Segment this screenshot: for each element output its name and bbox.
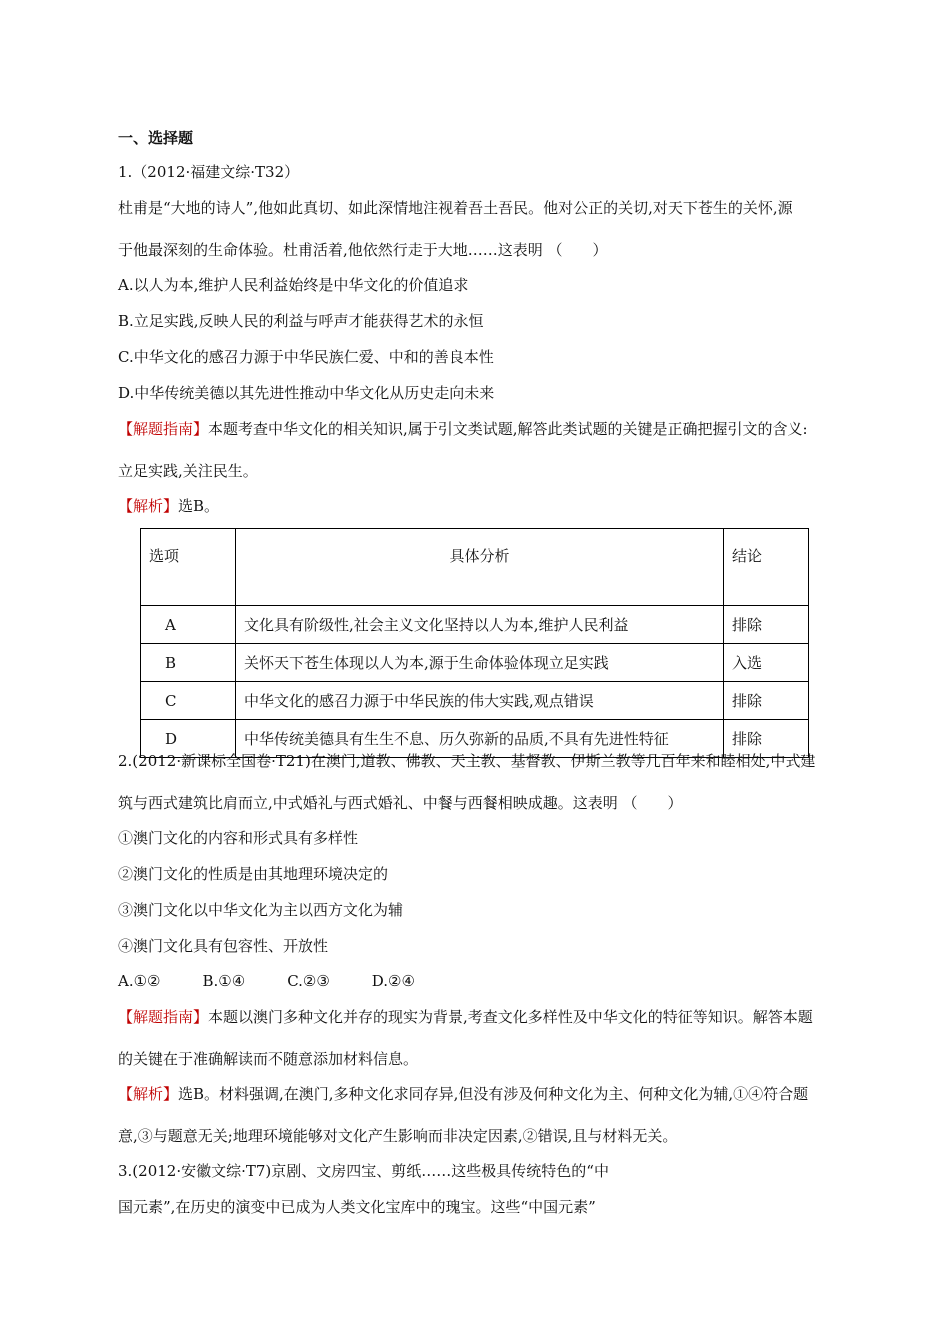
q2-statement-4: ④澳门文化具有包容性、开放性: [118, 937, 329, 955]
row-analysis: 文化具有阶级性,社会主义文化坚持以人为本,维护人民利益: [236, 606, 724, 644]
row-conclusion: 排除: [724, 606, 809, 644]
q1-analysis: [118, 496, 219, 516]
q1-source: 1.（2012·福建文综·T32）: [118, 163, 300, 181]
table-row: [141, 644, 809, 682]
row-conclusion: 排除: [724, 682, 809, 720]
row-option: C: [141, 682, 236, 720]
q1-analysis-tag: 【解析】: [118, 497, 179, 515]
q2-choice-b: B.①④: [202, 972, 246, 990]
row-option: D: [141, 720, 236, 758]
header-conclusion: 结论: [724, 529, 809, 606]
q1-analysis-text: 选B。: [178, 497, 220, 515]
section-title: 一、选择题: [118, 129, 194, 147]
q2-analysis-line1: [118, 1084, 808, 1104]
q2-stem-line2: 筑与西式建筑比肩而立,中式婚礼与西式婚礼、中餐与西餐相映成趣。这表明 （ ）: [118, 794, 683, 812]
q1-stem-line2: 于他最深刻的生命体验。杜甫活着,他依然行走于大地……这表明 （ ）: [118, 241, 608, 259]
q2-choice-d: D.②④: [371, 972, 415, 990]
q2-choice-a: A.①②: [118, 972, 161, 990]
q2-statement-3: ③澳门文化以中华文化为主以西方文化为辅: [118, 901, 404, 919]
q2-analysis-tag: 【解析】: [118, 1085, 179, 1103]
q2-choices: [118, 971, 415, 991]
table-row: [141, 682, 809, 720]
header-analysis: 具体分析: [236, 529, 724, 606]
q2-statement-1: ①澳门文化的内容和形式具有多样性: [118, 829, 359, 847]
q2-analysis-text: 选B。材料强调,在澳门,多种文化求同存异,但没有涉及何种文化为主、何种文化为辅,①④符合题: [178, 1085, 809, 1103]
q1-guide-line2: 立足实践,关注民生。: [118, 462, 258, 480]
table-row: [141, 606, 809, 644]
q2-analysis-line2: 意,③与题意无关;地理环境能够对文化产生影响而非决定因素,②错误,且与材料无关。: [118, 1127, 678, 1145]
q2-stem-line1: 2.(2012·新课标全国卷·T21)在澳门,道教、佛教、天主教、基督教、伊斯兰教等几百年来和睦相处,中式建: [118, 752, 816, 770]
q1-guide-line1: [118, 419, 808, 439]
q1-option-b: B.立足实践,反映人民的利益与呼声才能获得艺术的永恒: [118, 312, 484, 330]
table-header-row: [141, 529, 809, 606]
q2-statement-2: ②澳门文化的性质是由其地理环境决定的: [118, 865, 389, 883]
row-analysis: 中华文化的感召力源于中华民族的伟大实践,观点错误: [236, 682, 724, 720]
q1-option-d: D.中华传统美德以其先进性推动中华文化从历史走向未来: [118, 384, 495, 402]
header-option: 选项: [141, 529, 236, 606]
row-option: A: [141, 606, 236, 644]
row-analysis: 中华传统美德具有生生不息、历久弥新的品质,不具有先进性特征: [236, 720, 724, 758]
row-conclusion: 排除: [724, 720, 809, 758]
q2-guide-line1: [118, 1007, 813, 1027]
row-option: B: [141, 644, 236, 682]
q1-option-a: A.以人为本,维护人民利益始终是中华文化的价值追求: [118, 276, 469, 294]
q3-stem-line2: 国元素”,在历史的演变中已成为人类文化宝库中的瑰宝。这些“中国元素”: [118, 1198, 596, 1216]
q2-guide-line2: 的关键在于准确解读而不随意添加材料信息。: [118, 1050, 419, 1068]
q3-stem-line1: 3.(2012·安徽文综·T7)京剧、文房四宝、剪纸……这些极具传统特色的“中: [118, 1162, 609, 1180]
q1-stem-line1: 杜甫是“大地的诗人”,他如此真切、如此深情地注视着吾土吾民。他对公正的关切,对天下苍生的关怀,源: [118, 199, 793, 217]
q1-guide-text: 本题考查中华文化的相关知识,属于引文类试题,解答此类试题的关键是正确把握引文的含义:: [208, 420, 808, 438]
row-analysis: 关怀天下苍生体现以人为本,源于生命体验体现立足实践: [236, 644, 724, 682]
q2-guide-text: 本题以澳门多种文化并存的现实为背景,考查文化多样性及中华文化的特征等知识。解答本题: [208, 1008, 813, 1026]
q1-option-c: C.中华文化的感召力源于中华民族仁爱、中和的善良本性: [118, 348, 494, 366]
q2-choice-c: C.②③: [287, 972, 330, 990]
row-conclusion: 入选: [724, 644, 809, 682]
q1-guide-tag: 【解题指南】: [118, 420, 209, 438]
q2-guide-tag: 【解题指南】: [118, 1008, 209, 1026]
q1-analysis-table: [140, 528, 809, 758]
